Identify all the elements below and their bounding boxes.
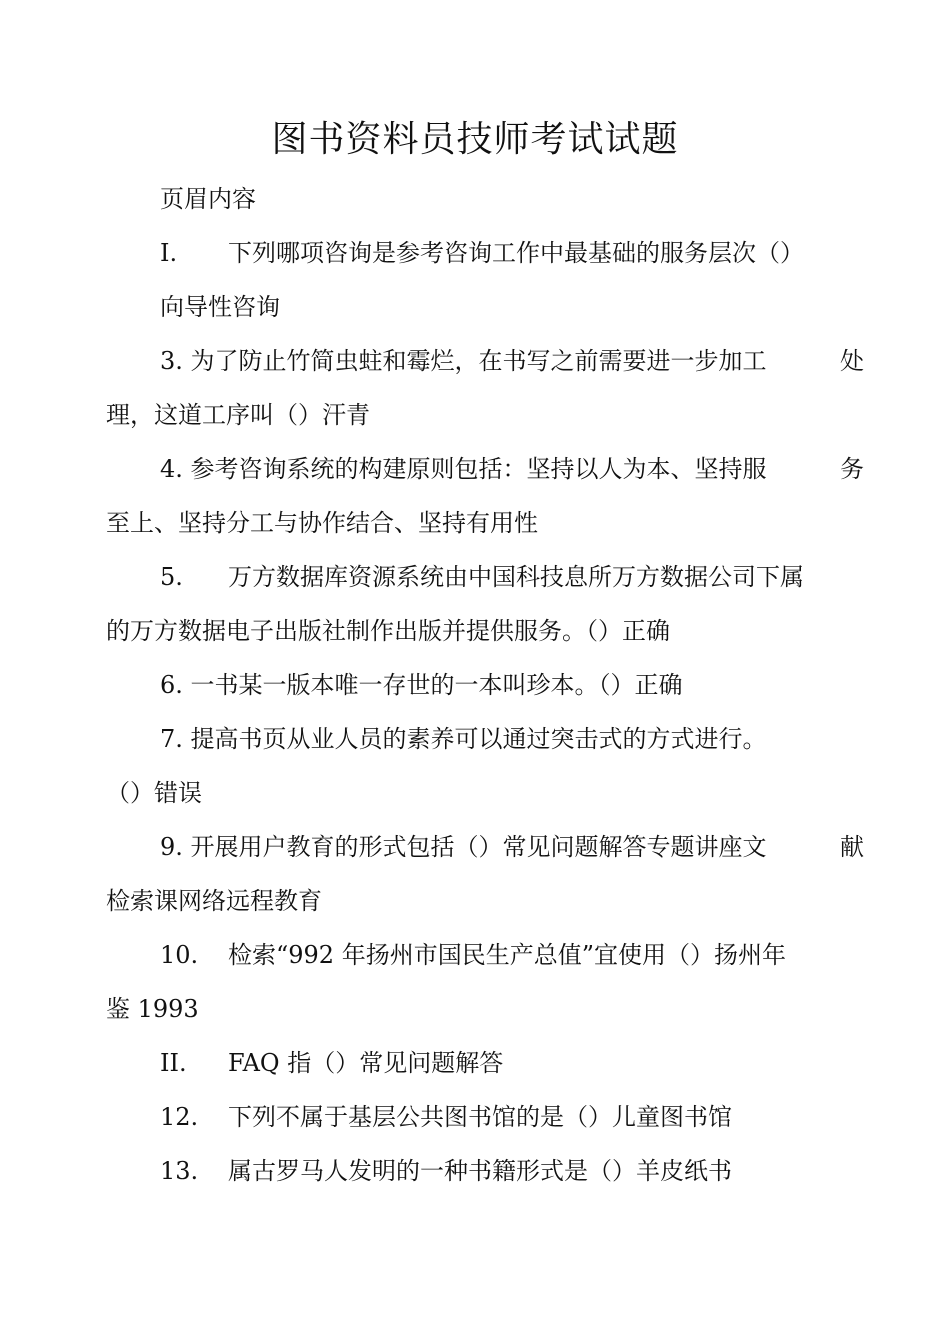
answer-1: 向导性咨询 (160, 293, 280, 321)
question-6: 6. 一书某一版本唯一存世的一本叫珍本。（）正确 (160, 671, 683, 699)
question-number: II. (160, 1049, 187, 1077)
question-text-end: 处 (840, 347, 864, 375)
question-9 (160, 829, 864, 865)
question-11 (160, 1045, 503, 1081)
question-text-end: 献 (840, 833, 864, 861)
question-number: 13. (160, 1157, 199, 1185)
page-title: 图书资料员技师考试试题 (271, 119, 679, 160)
question-text: 3. 为了防止竹简虫蛀和霉烂，在书写之前需要进一步加工 (160, 347, 767, 375)
question-text: 4. 参考咨询系统的构建原则包括：坚持以人为本、坚持服 (160, 455, 767, 483)
question-text: 属古罗马人发明的一种书籍形式是（）羊皮纸书 (228, 1157, 732, 1185)
question-number: I. (160, 239, 178, 267)
question-10 (160, 937, 786, 973)
header-note: 页眉内容 (160, 185, 256, 213)
question-13 (160, 1153, 732, 1189)
question-number: 12. (160, 1103, 199, 1131)
question-text: 检索“992 年扬州市国民生产总值”宜使用（）扬州年 (228, 941, 786, 969)
question-5-continuation: 的万方数据电子出版社制作出版并提供服务。（）正确 (106, 617, 670, 645)
question-3 (160, 343, 864, 379)
question-12 (160, 1099, 732, 1135)
question-9-continuation: 检索课网络远程教育 (106, 887, 322, 915)
question-10-continuation: 鉴 1993 (106, 995, 199, 1023)
question-text: 下列不属于基层公共图书馆的是（）儿童图书馆 (228, 1103, 732, 1131)
question-4 (160, 451, 864, 487)
question-7: 7. 提高书页从业人员的素养可以通过突击式的方式进行。 (160, 725, 767, 753)
question-4-continuation: 至上、坚持分工与协作结合、坚持有用性 (106, 509, 538, 537)
question-text: FAQ 指（）常见问题解答 (228, 1049, 504, 1077)
question-text: 万方数据库资源系统由中国科技息所万方数据公司下属 (228, 563, 804, 591)
question-text: 9. 开展用户教育的形式包括（）常见问题解答专题讲座文 (160, 833, 767, 861)
question-number: 10. (160, 941, 199, 969)
question-7-continuation: （）错误 (106, 779, 202, 807)
question-5 (160, 559, 804, 595)
question-number: 5. (160, 563, 183, 591)
question-3-continuation: 理，这道工序叫（）汗青 (106, 401, 370, 429)
question-text-end: 务 (840, 455, 864, 483)
question-text: 下列哪项咨询是参考咨询工作中最基础的服务层次（） (228, 239, 804, 267)
question-1 (160, 235, 804, 271)
